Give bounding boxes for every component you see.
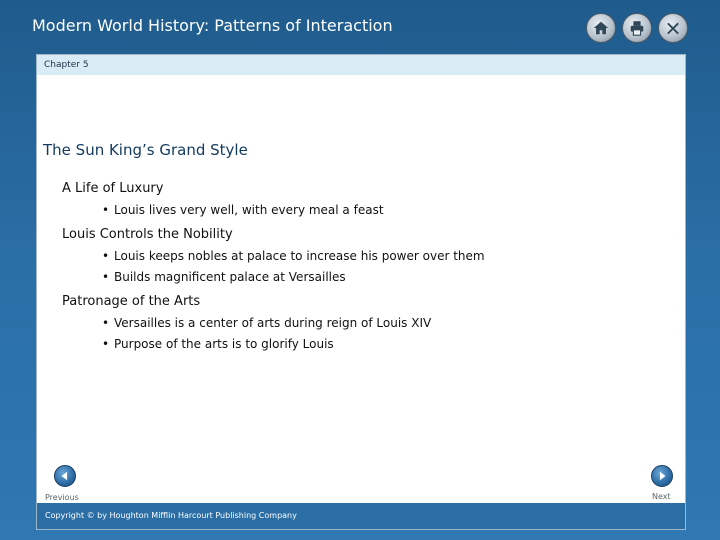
close-button[interactable]: [658, 13, 688, 43]
close-icon: [664, 19, 682, 37]
bullet-icon: •: [102, 337, 110, 351]
slide-content: [62, 181, 662, 361]
chapter-bar: [37, 55, 685, 75]
bullet-icon: •: [102, 203, 110, 217]
previous-button[interactable]: [54, 465, 76, 487]
bullet-item: [102, 267, 662, 288]
section-life-of-luxury: [62, 181, 662, 221]
toolbar: [586, 13, 688, 43]
bullet-text: Versailles is a center of arts during reign of Louis XIV: [114, 316, 432, 330]
bullet-text: Louis lives very well, with every meal a feast: [114, 203, 384, 217]
next-label[interactable]: Next: [652, 492, 671, 501]
footer-bar: [37, 503, 685, 529]
bullet-icon: •: [102, 270, 110, 284]
bullet-icon: •: [102, 316, 110, 330]
home-button[interactable]: [586, 13, 616, 43]
slide-panel: [36, 54, 686, 530]
copyright-text: Copyright © by Houghton Mifflin Harcourt Publishing Company: [45, 511, 297, 520]
arrow-left-icon: [58, 469, 72, 483]
print-button[interactable]: [622, 13, 652, 43]
section-heading: Louis Controls the Nobility: [62, 227, 233, 242]
next-button[interactable]: [651, 465, 673, 487]
section-controls-nobility: [62, 227, 662, 288]
section-heading: Patronage of the Arts: [62, 294, 201, 309]
bullet-item: [102, 246, 662, 267]
bullet-list: [62, 200, 662, 221]
bullet-item: [102, 313, 662, 334]
bullet-list: [62, 313, 662, 355]
app-title: Modern World History: Patterns of Interaction: [32, 16, 393, 35]
print-icon: [628, 19, 646, 37]
previous-label[interactable]: Previous: [45, 493, 79, 502]
bullet-icon: •: [102, 249, 110, 263]
slide-title: The Sun King’s Grand Style: [43, 141, 248, 159]
arrow-right-icon: [655, 469, 669, 483]
home-icon: [592, 19, 610, 37]
bullet-item: [102, 200, 662, 221]
bullet-text: Louis keeps nobles at palace to increase his power over them: [114, 249, 485, 263]
section-heading: A Life of Luxury: [62, 181, 164, 196]
chapter-label: Chapter 5: [44, 60, 89, 70]
bullet-item: [102, 334, 662, 355]
bullet-text: Builds magnificent palace at Versailles: [114, 270, 346, 284]
bullet-text: Purpose of the arts is to glorify Louis: [114, 337, 334, 351]
section-patronage-arts: [62, 294, 662, 355]
bullet-list: [62, 246, 662, 288]
